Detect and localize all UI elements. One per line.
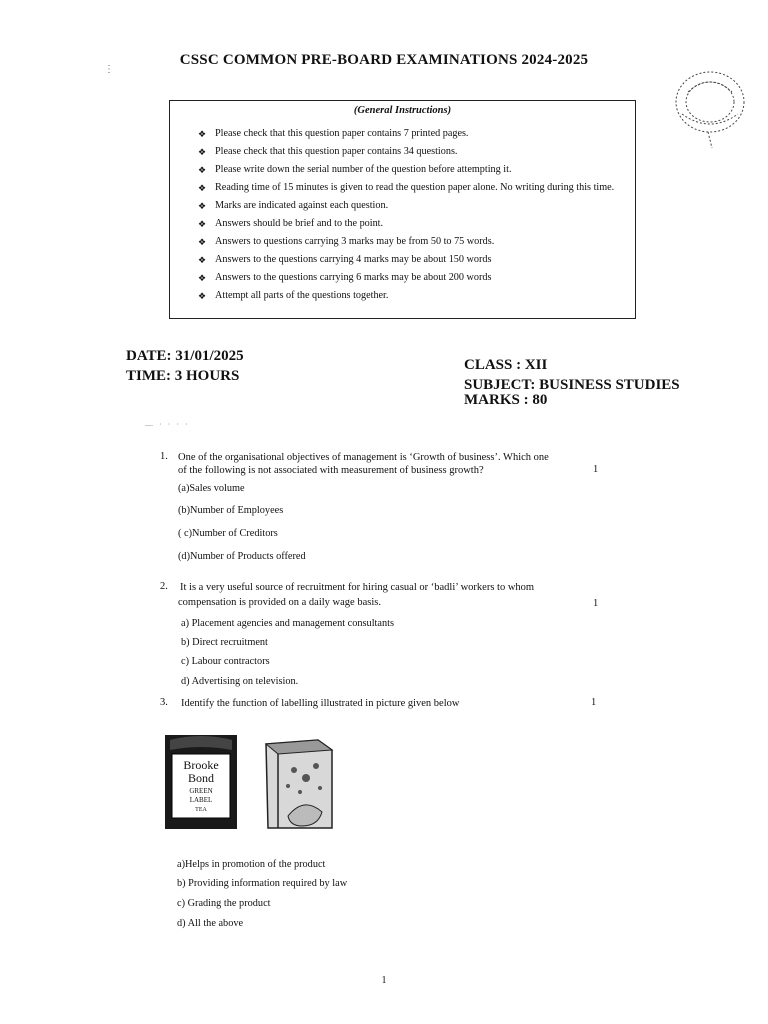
option: (b)Number of Employees — [178, 505, 284, 516]
product-packet-image — [258, 736, 338, 832]
exam-title: CSSC COMMON PRE-BOARD EXAMINATIONS 2024-2025 — [179, 52, 589, 68]
question-marks: 1 — [593, 464, 599, 475]
instruction-item: ❖ Answers to the questions carrying 4 marks may be about 150 words — [198, 251, 628, 269]
option: c) Labour contractors — [181, 656, 270, 667]
instruction-item: ❖ Please check that this question paper contains 34 questions. — [198, 143, 628, 161]
option: b) Direct recruitment — [181, 637, 268, 648]
option: b) Providing information required by law — [177, 878, 348, 889]
option: ( c)Number of Creditors — [178, 528, 278, 539]
question-marks: 1 — [593, 598, 599, 609]
question-marks: 1 — [591, 697, 597, 708]
instruction-item: ❖ Please check that this question paper contains 7 printed pages. — [198, 125, 628, 143]
bullet-icon: ❖ — [198, 201, 207, 211]
bullet-icon: ❖ — [198, 255, 207, 265]
instruction-item: ❖ Please write down the serial number of the question before attempting it. — [198, 161, 628, 179]
bullet-icon: ❖ — [198, 237, 207, 247]
packet-label-line4: LABEL — [189, 796, 213, 804]
bullet-icon: ❖ — [198, 273, 207, 283]
bullet-icon: ❖ — [198, 147, 207, 157]
option: (a)Sales volume — [178, 483, 245, 494]
question-text: compensation is provided on a daily wage basis. — [178, 597, 381, 608]
general-instructions-box — [169, 100, 636, 319]
exam-time: TIME: 3 HOURS — [126, 368, 240, 384]
question-text: It is a very useful source of recruitment for hiring casual or ‘badli’ workers to whom — [180, 582, 535, 593]
school-stamp — [668, 62, 750, 152]
question-text: of the following is not associated with measurement of business growth? — [178, 465, 484, 476]
instructions-list — [198, 125, 628, 305]
packet-brand-line2: Bond — [187, 771, 215, 785]
option: d) Advertising on television. — [181, 676, 299, 687]
scan-speck: ⋮ — [104, 64, 114, 75]
bullet-icon: ❖ — [198, 129, 207, 139]
exam-class: CLASS : XII — [464, 357, 548, 373]
instruction-item: ❖ Attempt all parts of the questions together. — [198, 287, 628, 305]
question-text: Identify the function of labelling illustrated in picture given below — [181, 698, 460, 709]
exam-marks: MARKS : 80 — [464, 392, 548, 408]
option: c) Grading the product — [177, 898, 271, 909]
instruction-item: ❖ Marks are indicated against each question. — [198, 197, 628, 215]
question-number: 3. — [160, 697, 168, 708]
option: a)Helps in promotion of the product — [177, 859, 326, 870]
instruction-item: ❖ Answers to questions carrying 3 marks may be from 50 to 75 words. — [198, 233, 628, 251]
bullet-icon: ❖ — [198, 219, 207, 229]
scan-dash: — · · · · — [145, 420, 190, 429]
option: d) All the above — [177, 918, 244, 929]
bullet-icon: ❖ — [198, 165, 207, 175]
question-number: 2. — [160, 581, 168, 592]
question-number: 1. — [160, 451, 168, 462]
option: (d)Number of Products offered — [178, 551, 306, 562]
instruction-item: ❖ Reading time of 15 minutes is given to read the question paper alone. No writing during this time. — [198, 179, 628, 197]
bullet-icon: ❖ — [198, 183, 207, 193]
question-text: One of the organisational objectives of management is ‘Growth of business’. Which one — [178, 452, 549, 463]
exam-date: DATE: 31/01/2025 — [126, 348, 244, 364]
bullet-icon: ❖ — [198, 291, 207, 301]
instruction-item: ❖ Answers to the questions carrying 6 marks may be about 200 words — [198, 269, 628, 287]
exam-subject: SUBJECT: BUSINESS STUDIES — [464, 377, 680, 393]
instruction-item: ❖ Answers should be brief and to the point. — [198, 215, 628, 233]
packet-label-line5: TEA — [195, 807, 207, 813]
instructions-heading: (General Instructions) — [353, 105, 452, 116]
packet-label-line3: GREEN — [189, 787, 213, 795]
option: a) Placement agencies and management consultants — [181, 618, 395, 629]
page-number: 1 — [381, 975, 387, 986]
packet-brand-line1: Brooke — [183, 758, 219, 772]
tea-packet-image — [164, 734, 238, 830]
